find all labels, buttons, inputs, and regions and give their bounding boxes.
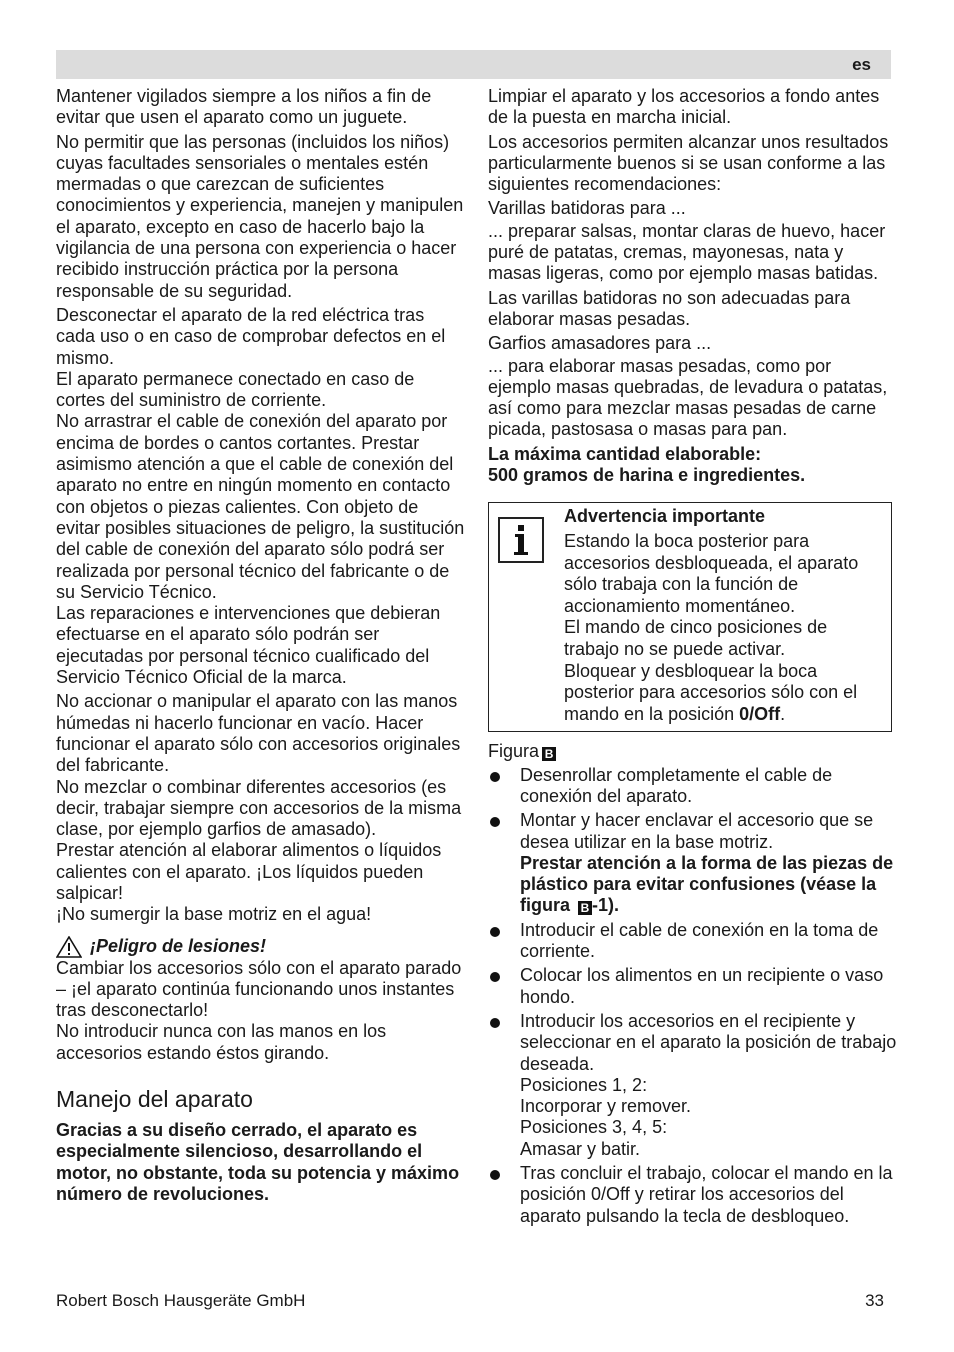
paragraph: ¡No sumergir la base motriz en el agua! — [56, 904, 372, 925]
notice-line: Estando la boca posterior para accesorios desbloqueada, el aparato sólo trabaja con la función de accionamiento momentáneo. — [564, 530, 859, 616]
bullet-icon — [490, 927, 500, 937]
paragraph: Prestar atención al elaborar alimentos o líquidos calientes con el aparato. ¡Los líquidos pueden salpicar! — [56, 840, 442, 903]
notice-line: El mando de cinco posiciones de trabajo no se puede activar. — [564, 617, 828, 659]
list-item: Tras concluir el trabajo, colocar el mando en la posición 0/Off y retirar los accesorios del aparato pulsando la tecla de desbloqueo. — [488, 1163, 898, 1227]
paragraph: Mantener vigilados siempre a los niños a fin de evitar que usen el aparato como un juguete. — [56, 86, 432, 128]
right-column — [488, 86, 898, 1230]
language-code: es — [852, 55, 871, 74]
paragraph: Las reparaciones e intervenciones que debieran efectuarse en el aparato sólo podrán ser ejecutadas por personal técnico cualificado del Servicio Técnico Oficial de la marca. — [56, 603, 441, 688]
paragraph: Las varillas batidoras no son adecuadas para elaborar masas pesadas. — [488, 287, 851, 329]
bullet-icon — [490, 1018, 500, 1028]
bullet-icon — [490, 972, 500, 982]
bullet-icon — [490, 772, 500, 782]
subheading: Varillas batidoras para ... — [488, 198, 686, 219]
notice-text — [564, 506, 884, 725]
warning-heading — [56, 936, 466, 958]
figure-badge: B — [542, 747, 556, 761]
notice-title: Advertencia importante — [564, 506, 766, 527]
figure-badge: B — [578, 901, 592, 915]
max-quantity-value: 500 gramos de harina e ingredientes. — [488, 465, 806, 486]
paragraph: Desconectar el aparato de la red eléctrica tras cada uso o en caso de comprobar defectos en el mismo. — [56, 304, 446, 368]
footer-company: Robert Bosch Hausgeräte GmbH — [56, 1291, 306, 1310]
warning-text: No introducir nunca con las manos en los accesorios estando éstos girando. — [56, 1021, 387, 1063]
paragraph: No accionar o manipular el aparato con las manos húmedas ni hacerlo funcionar en vacío. Hacer funcionar el aparato sólo con accesorios originales del fabricante. — [56, 691, 461, 776]
list-item: Introducir el cable de conexión en la toma de corriente. — [488, 920, 898, 963]
instruction-list — [488, 765, 898, 1227]
list-item: Introducir los accesorios en el recipiente y seleccionar en el aparato la posición de trabajo deseada. Posiciones 1, 2: Incorporar y remover. Posiciones 3, 4, 5: Amasar y batir. — [488, 1011, 898, 1160]
list-item: Desenrollar completamente el cable de conexión del aparato. — [488, 765, 898, 808]
subheading: Garfios amasadores para ... — [488, 333, 712, 354]
bullet-icon — [490, 1170, 500, 1180]
figure-label: Figura B — [488, 741, 898, 762]
list-item: Montar y hacer enclavar el accesorio que se desea utilizar en la base motriz. Prestar atención a la forma de las piezas de plástico para evitar confusiones (véase la figura B -1). — [488, 810, 898, 916]
left-column — [56, 86, 466, 1208]
paragraph: No mezclar o combinar diferentes accesorios (es decir, trabajar siempre con accesorios de la misma clase, por ejemplo garfios de amasado). — [56, 776, 462, 840]
warning-text: Cambiar los accesorios sólo con el aparato parado – ¡el aparato continúa funcionando unos instantes tras desconectarlo! — [56, 957, 462, 1021]
page-number: 33 — [865, 1291, 884, 1310]
paragraph: Los accesorios permiten alcanzar unos resultados particularmente buenos si se usan conforme a las siguientes recomendaciones: — [488, 131, 889, 195]
bullet-icon — [490, 817, 500, 827]
paragraph: ... para elaborar masas pesadas, como por ejemplo masas quebradas, de levadura o patatas, así como para mezclar masas pesadas de carne picada, pastosasa o masas para pan. — [488, 355, 888, 440]
section-title: Manejo del aparato — [56, 1086, 253, 1113]
warning-title: ¡Peligro de lesiones! — [90, 935, 267, 956]
max-quantity-label: La máxima cantidad elaborable: — [488, 443, 762, 464]
list-item: Colocar los alimentos en un recipiente o vaso hondo. — [488, 965, 898, 1008]
warning-triangle-icon — [56, 936, 82, 958]
paragraph: El aparato permanece conectado en caso de cortes del suministro de corriente. — [56, 368, 415, 411]
header-bar — [56, 50, 891, 79]
info-icon — [498, 517, 544, 563]
intro-paragraph: Gracias a su diseño cerrado, el aparato es especialmente silencioso, desarrollando el motor, no obstante, toda su potencia y máximo número de revoluciones. — [56, 1120, 460, 1204]
paragraph: No permitir que las personas (incluidos los niños) cuyas facultades sensoriales o mentales estén mermadas o que carezcan de suficientes conocimientos y experiencia, manejen y manipulen el aparato, excepto en caso de hacerlo bajo la vigilancia de una persona con experiencia o hacer recibido instrucción práctica por la persona responsable de su seguridad. — [56, 131, 464, 301]
paragraph: ... preparar salsas, montar claras de huevo, hacer puré de patatas, cremas, mayonesas, nata y masas ligeras, como por ejemplo masas batidas. — [488, 220, 886, 284]
notice-box — [488, 502, 892, 732]
notice-line: Bloquear y desbloquear la boca posterior para accesorios sólo con el mando en la posición 0/Off. — [564, 660, 858, 724]
paragraph: No arrastrar el cable de conexión del aparato por encima de bordes o cantos cortantes. Prestar asimismo atención a que el cable de conexión del aparato no entre en ningún momento en contacto con objetos o piezas calientes. Con objeto de evitar posibles situaciones de peligro, la sustitución del cable de conexión del aparato sólo podrá ser realizada por personal técnico del fabricante o de su Servicio Técnico. — [56, 411, 465, 602]
paragraph: Limpiar el aparato y los accesorios a fondo antes de la puesta en marcha inicial. — [488, 86, 880, 128]
